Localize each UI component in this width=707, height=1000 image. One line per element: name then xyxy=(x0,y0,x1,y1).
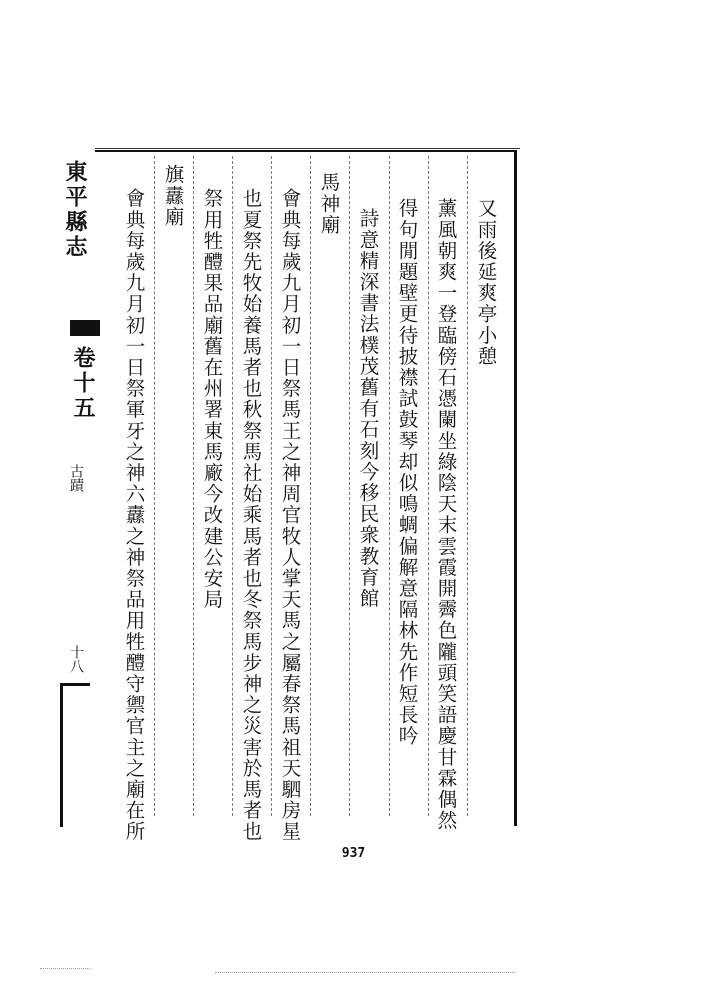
poem-line-1: 薰風朝爽一登臨傍石憑闌坐綠陰天末雲霞開霽色隴頭笑語慶甘霖偶然 xyxy=(434,198,458,831)
poem-line-2: 得句閒題壁更待披襟試鼓琴却似鳴蜩偏解意隔林先作短長吟 xyxy=(395,198,419,747)
poem-note: 詩意精深書法樸茂舊有石刻今移民衆教育館 xyxy=(356,208,380,609)
poem-title: 又雨後延爽亭小憩 xyxy=(474,198,498,367)
column-rule xyxy=(349,156,350,816)
column-rule xyxy=(154,156,155,816)
column-rule xyxy=(428,156,429,816)
leaf-number: 十八 xyxy=(68,645,84,673)
heading-qi-du-miao: 旗纛廟 xyxy=(161,164,185,228)
leaf-bracket-side xyxy=(60,683,63,827)
column-rule xyxy=(389,156,390,816)
column-rule xyxy=(193,156,194,816)
leaf-bracket-top xyxy=(60,683,90,686)
ma-shen-line-3: 祭用牲醴果品廟舊在州署東馬廠今改建公安局 xyxy=(200,188,224,610)
volume-label: 卷十五 xyxy=(70,346,96,421)
column-rule xyxy=(310,156,311,816)
section-label: 古蹟 xyxy=(68,464,84,492)
fold-mark xyxy=(70,320,100,336)
frame-top-rule xyxy=(95,148,520,149)
column-rule xyxy=(232,156,233,816)
ma-shen-line-2: 也夏祭先牧始養馬者也秋祭馬社始乘馬者也冬祭馬步神之災害於馬者也 xyxy=(239,188,263,843)
book-title: 東平縣志 xyxy=(62,160,88,260)
heading-ma-shen-miao: 馬神廟 xyxy=(317,172,341,236)
ma-shen-line-1: 會典每歲九月初一日祭馬王之神周官牧人掌天馬之屬春祭馬祖天駟房星 xyxy=(278,188,302,843)
page-number: 937 xyxy=(341,846,366,861)
scan-artifact xyxy=(215,972,515,973)
column-rule xyxy=(467,156,468,816)
scan-artifact xyxy=(40,968,90,969)
column-rule xyxy=(271,156,272,816)
qi-du-line-1: 會典每歲九月初一日祭軍牙之神六纛之神祭品用牲醴守禦官主之廟在所 xyxy=(122,188,146,843)
